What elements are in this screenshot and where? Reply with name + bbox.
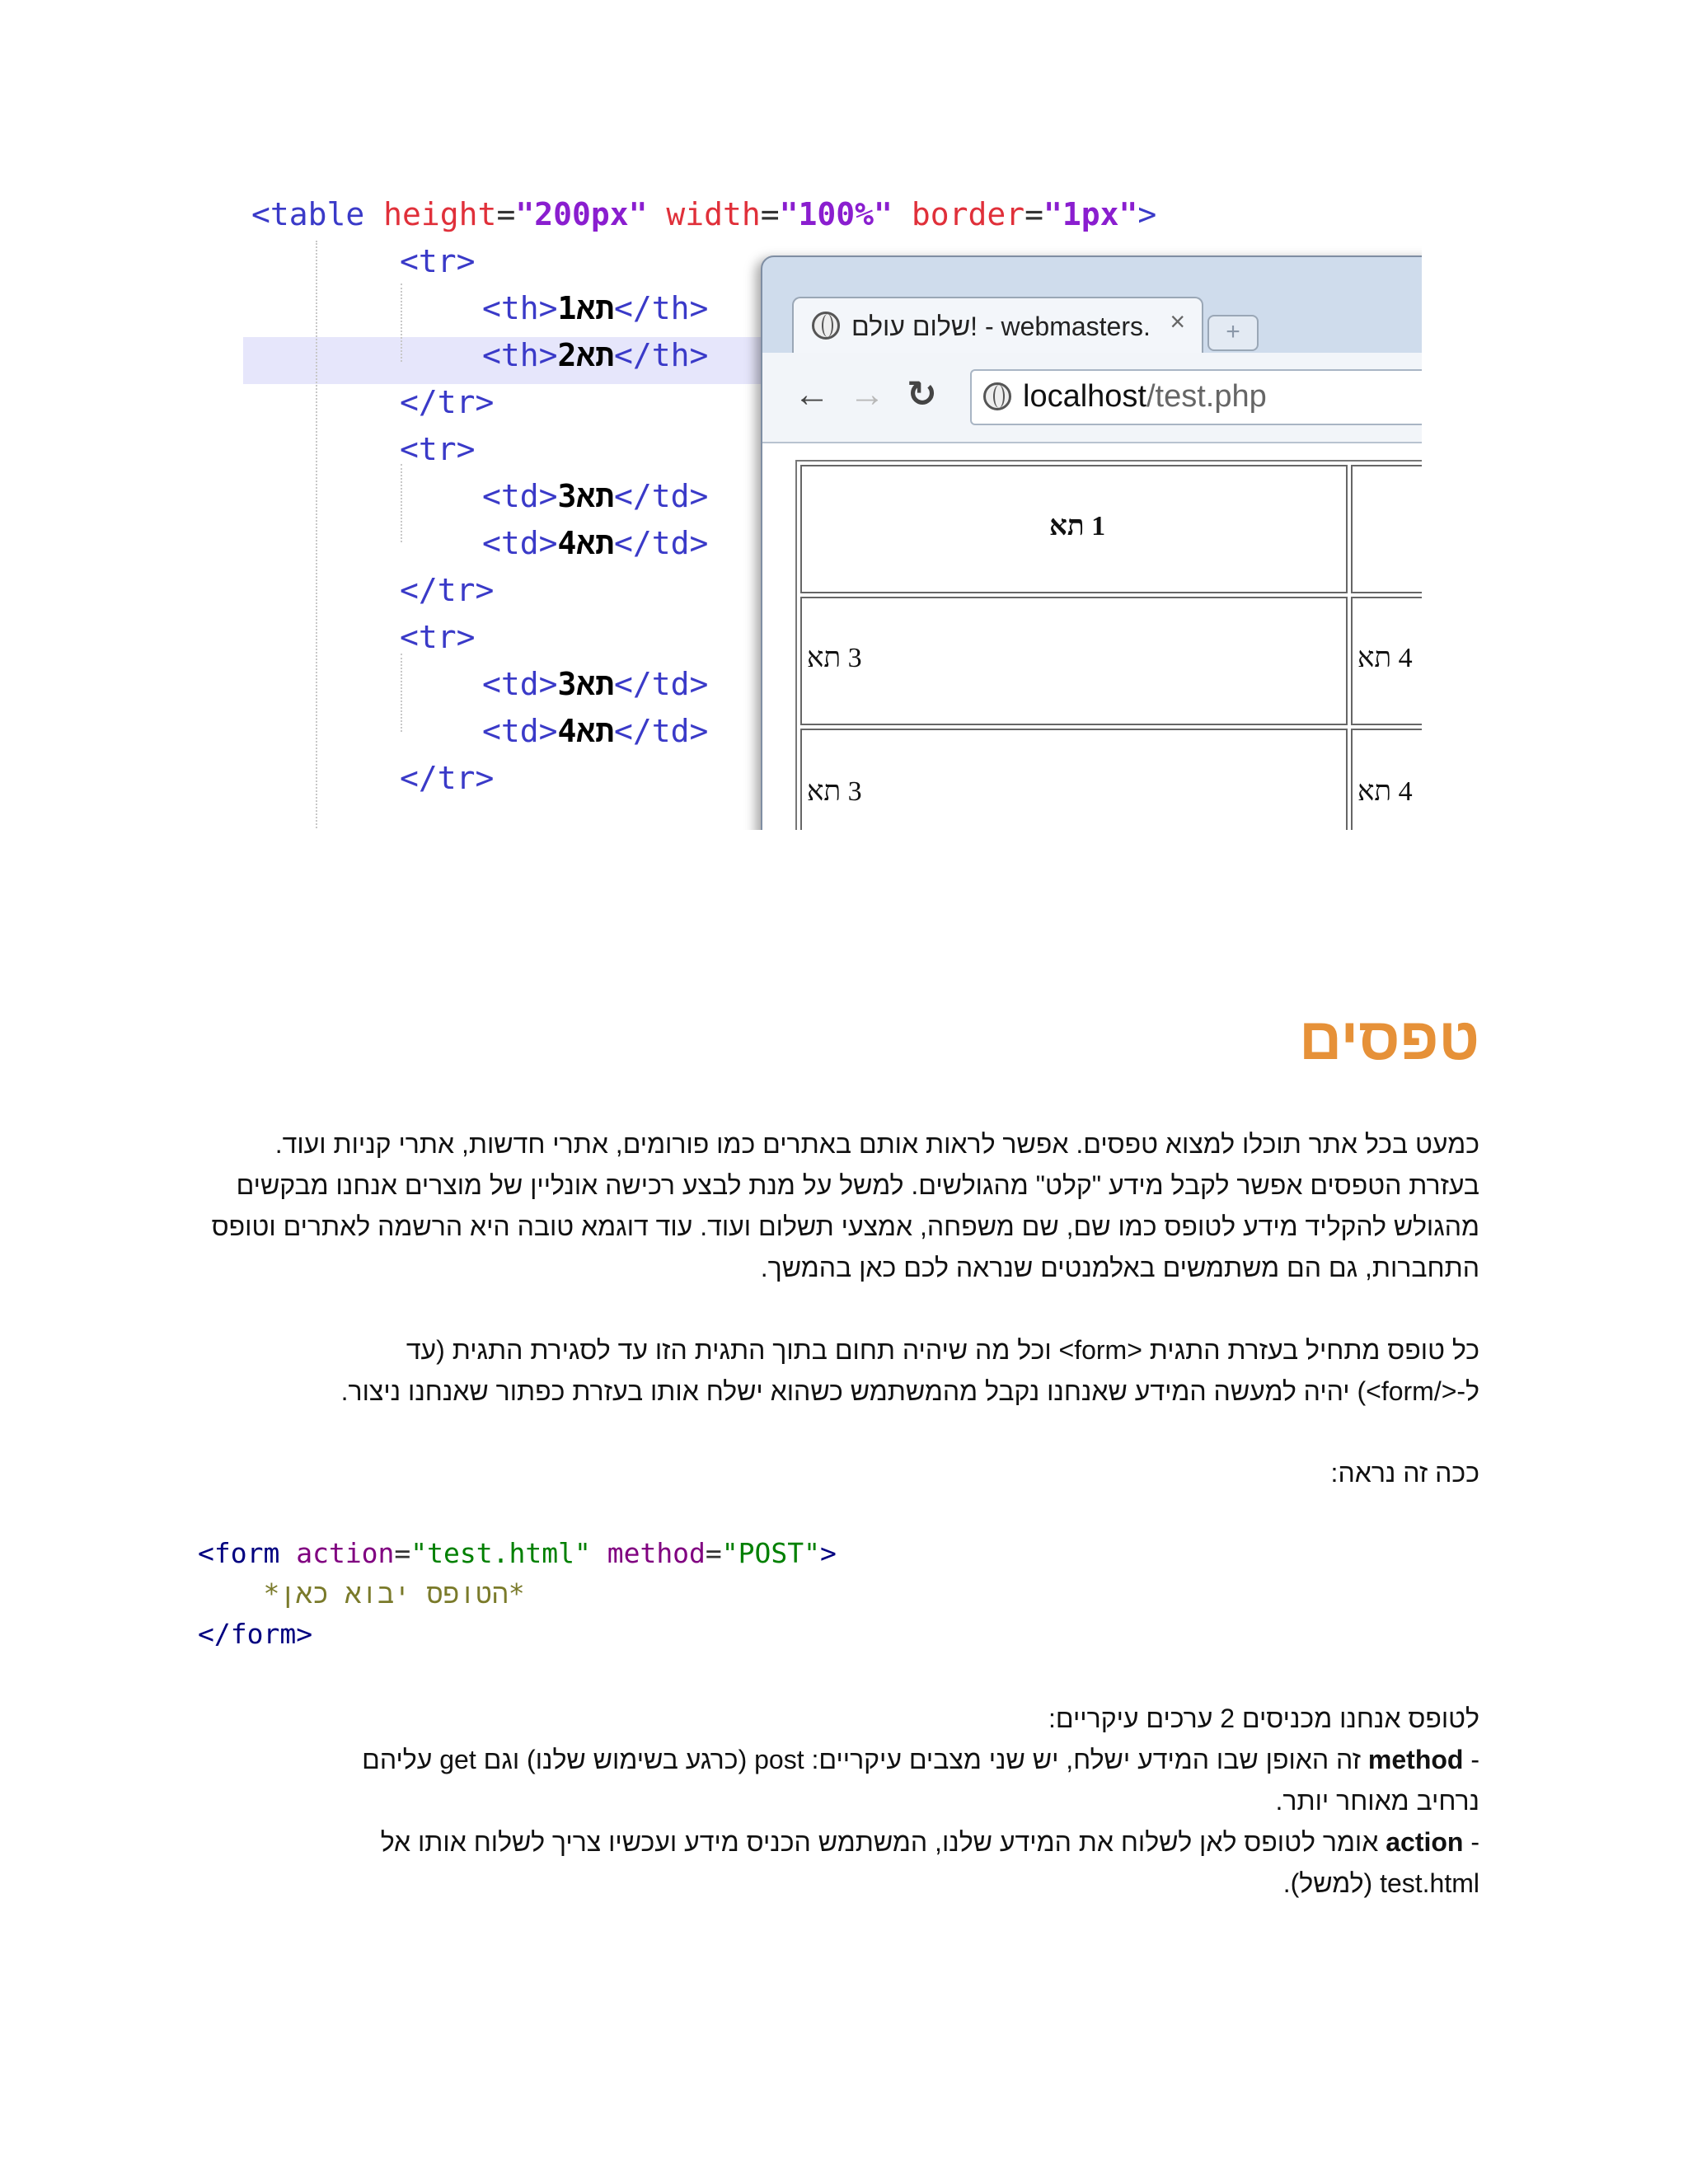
close-icon[interactable]: × (1170, 307, 1185, 336)
code-token: = (760, 196, 780, 232)
code-token: "200px" (515, 196, 648, 232)
bullet-dash: - (1463, 1745, 1479, 1774)
form-code-example (198, 1533, 837, 1654)
code-token: "1px" (1043, 196, 1138, 232)
url-host: localhost (1023, 379, 1146, 414)
cell-text: 3 תא (807, 776, 862, 807)
url-text (1023, 379, 1267, 415)
cell-text: 4 תא (1357, 643, 1413, 673)
cell-text: 4 תא (1357, 776, 1413, 807)
form-tag-line-2: ל-</form>) יהיה למעשה המידע שאנחנו נקבל מהמשתמש כשהוא ישלח אותו בעזרת כפתור שאנחנו ניצור. (340, 1376, 1479, 1406)
code-line (251, 194, 1156, 234)
values-intro: לטופס אנחנו מכניסים 2 ערכים עיקריים: (1048, 1704, 1479, 1733)
method-text: זה האופן שבו המידע ישלח, יש שני מצבים עיקריים: post (כרגע בשימוש שלנו) וגם get עליהם (362, 1745, 1368, 1774)
section-heading: טפסים (1299, 1006, 1479, 1072)
code-token: width (647, 196, 761, 232)
code-line-comment: *הטופס יבוא כאן* (198, 1577, 525, 1610)
code-token: <th> (482, 337, 558, 373)
action-text: אומר לטופס לאן לשלוח את המידע שלנו, המשתמש הכניס מידע ועכשיו צריך לשלוח אותו אל (380, 1827, 1386, 1857)
code-token: height (383, 196, 497, 232)
code-token: 4את (557, 525, 615, 561)
code-line-close: </form> (198, 1618, 313, 1650)
code-line (400, 382, 494, 422)
action-bullet-line-2: test.html (למשל). (1282, 1868, 1479, 1898)
code-line (482, 335, 708, 375)
method-bullet-line-2: נרחיב מאוחר יותר. (1275, 1786, 1479, 1816)
code-line (400, 241, 476, 281)
code-token: </td> (614, 478, 709, 514)
code-token: <tr> (400, 431, 476, 467)
reload-icon[interactable]: ↻ (907, 374, 937, 415)
code-token: "test.html" (410, 1537, 591, 1569)
code-token: > (1137, 196, 1157, 232)
code-token: <td> (482, 713, 558, 749)
code-token: = (496, 196, 516, 232)
new-tab-button[interactable]: + (1207, 315, 1259, 351)
browser-toolbar (762, 353, 1422, 443)
browser-window (761, 255, 1422, 830)
code-token: 1את (557, 290, 615, 326)
form-tag-line-1: כל טופס מתחיל בעזרת התגית <form> וכל מה שיהיה תחום בתוך התגית הזו עד לסגירת התגית (עד (406, 1335, 1479, 1365)
code-token: action (279, 1537, 395, 1569)
looks-like-label: ככה זה נראה: (1330, 1458, 1479, 1488)
method-bullet-line-1 (206, 1739, 1479, 1780)
code-line (482, 711, 708, 751)
code-token: <td> (482, 478, 558, 514)
code-and-browser-screenshot (243, 191, 1422, 830)
indent-guide (401, 464, 402, 542)
code-token: = (705, 1537, 722, 1569)
code-line (400, 617, 476, 657)
browser-page (762, 443, 1422, 830)
indent-guide (401, 284, 402, 362)
code-line (400, 570, 494, 610)
code-token: <tr> (400, 243, 476, 279)
code-token: </tr> (400, 572, 495, 608)
code-token: "100%" (779, 196, 893, 232)
form-tag-paragraph (206, 1329, 1479, 1412)
code-token: <td> (482, 525, 558, 561)
forward-arrow-icon[interactable]: → (849, 374, 885, 415)
code-line (482, 476, 708, 516)
back-arrow-icon[interactable]: ← (794, 374, 830, 415)
code-token: <table (251, 196, 384, 232)
code-token: method (590, 1537, 706, 1569)
code-line (482, 523, 708, 563)
page-globe-icon (983, 382, 1011, 410)
code-token: 2את (557, 337, 615, 373)
table-cell (800, 729, 1348, 830)
code-token: </td> (614, 666, 709, 702)
globe-icon (812, 312, 840, 340)
cell-text: 1 תא (1049, 511, 1106, 541)
code-token: > (820, 1537, 837, 1569)
code-token: </td> (614, 525, 709, 561)
code-token: 3את (557, 478, 615, 514)
action-term: action (1386, 1827, 1464, 1857)
bullet-dash: - (1463, 1827, 1479, 1857)
code-token: = (1025, 196, 1043, 232)
method-term: method (1367, 1745, 1464, 1774)
table-cell (1351, 597, 1422, 725)
code-token: </tr> (400, 384, 495, 420)
code-token: 4את (557, 713, 615, 749)
code-token: "POST" (721, 1537, 821, 1569)
code-token: </th> (614, 290, 709, 326)
intro-paragraph: כמעט בכל אתר תוכלו למצוא טפסים. אפשר לראות אותם באתרים כמו פורומים, אתרי חדשות, אתרי קניות ועוד. בעזרת הטפסים אפשר לקבל מידע "קלט" מהגולשים. למשל על מנת לבצע רכישה אונליין של מוצרים אנחנו מבקשים מהגולש להקליד מידע לטופס כמו שם, שם משפחה, אמצעי תשלום ועוד. עוד דוגמא טובה היא הרשמה לאתרים וטופס התחברות, גם הם משתמשים באלמנטים שנראה לכם כאן בהמשך. (211, 1129, 1479, 1282)
method-bullet (206, 1739, 1479, 1821)
browser-tab[interactable] (792, 297, 1203, 356)
code-token: <tr> (400, 619, 476, 655)
table-cell (1351, 729, 1422, 830)
tab-title: שלום עולם! - webmasters. (851, 312, 1151, 341)
code-token: </th> (614, 337, 709, 373)
table-header-cell (1351, 465, 1422, 593)
code-line (482, 288, 708, 328)
table-cell (800, 597, 1348, 725)
indent-guide (316, 241, 317, 830)
code-token: <td> (482, 666, 558, 702)
indent-guide (401, 654, 402, 732)
code-line-open (198, 1533, 837, 1573)
code-token: <form (198, 1537, 280, 1569)
action-bullet-line-1 (206, 1821, 1479, 1863)
code-token: 3את (557, 666, 615, 702)
code-token: </td> (614, 713, 709, 749)
code-line (400, 429, 476, 469)
code-token: border (892, 196, 1025, 232)
code-token: </tr> (400, 760, 495, 796)
code-line (400, 758, 494, 798)
code-line (482, 664, 708, 704)
address-bar[interactable] (970, 369, 1422, 425)
table-header-cell (800, 465, 1348, 593)
code-token: = (394, 1537, 411, 1569)
url-path: /test.php (1146, 379, 1267, 414)
cell-text: 3 תא (807, 643, 862, 673)
action-bullet (206, 1821, 1479, 1904)
rendered-table (795, 460, 1422, 830)
code-token: <th> (482, 290, 558, 326)
